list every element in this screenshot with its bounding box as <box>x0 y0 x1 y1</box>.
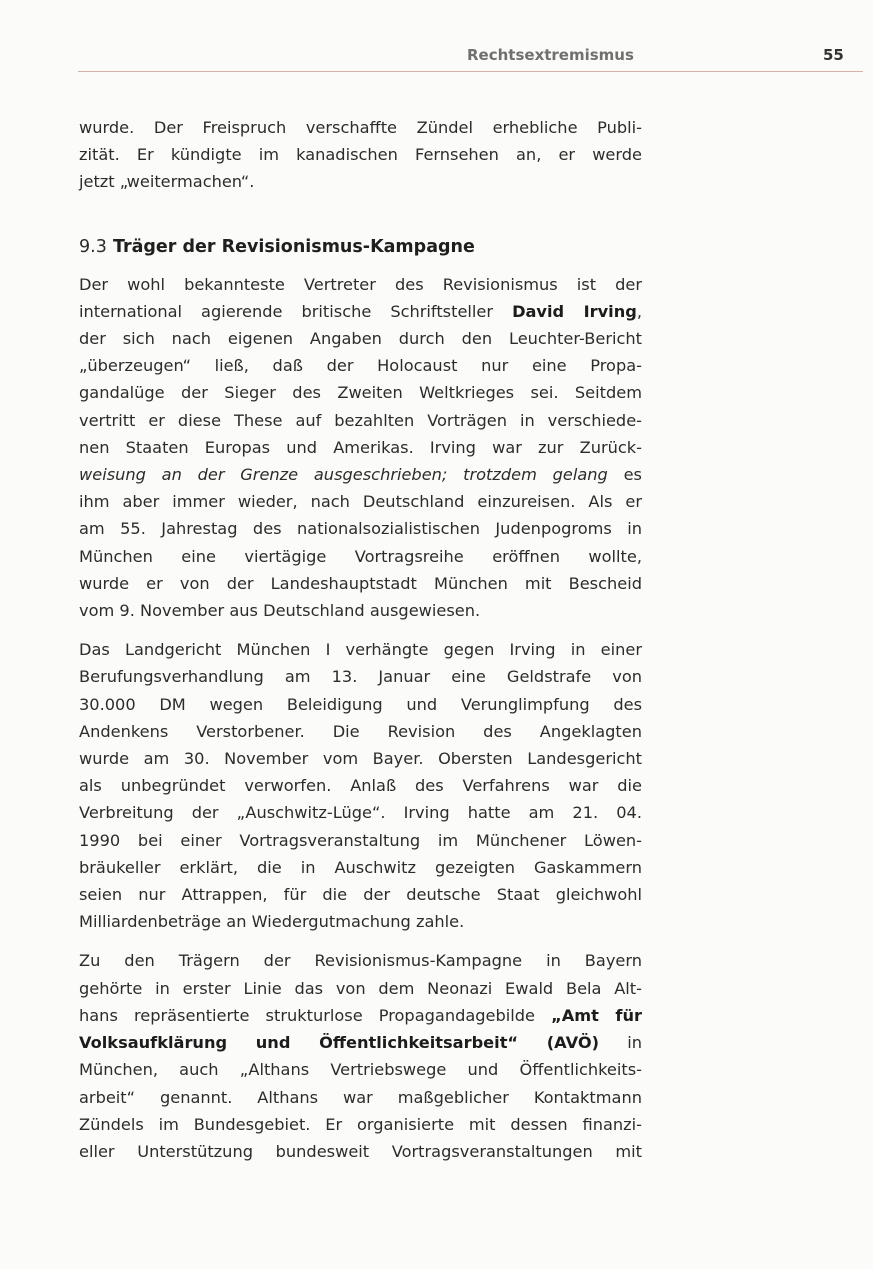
text-run: es <box>607 465 642 485</box>
text-run: in <box>599 1033 642 1053</box>
org-name-highlight: Volksaufklärung und Öffentlichkeitsarbeit“ (AVÖ) <box>79 1033 600 1053</box>
text-line: ihm aber immer wieder, nach Deutschland einzureisen. Als er <box>79 492 642 512</box>
page-number: 55 <box>823 46 844 64</box>
page-body <box>79 114 642 1165</box>
paragraph-4 <box>79 947 642 1165</box>
text-line <box>79 298 642 325</box>
section-title: Träger der Revisionismus-Kampagne <box>112 236 475 257</box>
text-line <box>79 1029 642 1056</box>
text-line: eller Unterstützung bundesweit Vortragsveranstaltungen mit <box>79 1141 642 1161</box>
text-line: der sich nach eigenen Angaben durch den Leuchter-Bericht <box>79 329 642 349</box>
text-line: München, auch „Althans Vertriebswege und Öffentlichkeits- <box>79 1060 642 1080</box>
text-line: 30.000 DM wegen Beleidigung und Verunglimpfung des <box>79 694 642 714</box>
text-line: am 55. Jahrestag des nationalsozialistischen Judenpogroms in <box>79 519 642 539</box>
paragraph-1 <box>79 114 642 196</box>
italic-run: weisung an der Grenze ausgeschrieben; trotzdem gelang <box>79 465 608 485</box>
text-line: Andenkens Verstorbener. Die Revision des Angeklagten <box>79 721 642 741</box>
text-line <box>79 461 642 488</box>
text-line: vom 9. November aus Deutschland ausgewiesen. <box>79 601 481 621</box>
text-line: gehörte in erster Linie das von dem Neonazi Ewald Bela Alt- <box>79 978 642 998</box>
paragraph-2 <box>79 271 642 625</box>
paragraph-3 <box>79 636 642 935</box>
text-line: Zu den Trägern der Revisionismus-Kampagne in Bayern <box>79 951 642 971</box>
section-heading <box>79 234 642 261</box>
header-title: Rechtsextremismus <box>467 46 634 64</box>
text-line: Der wohl bekannteste Vertreter des Revisionismus ist der <box>79 274 642 294</box>
text-line: bräukeller erklärt, die in Auschwitz gezeigten Gaskammern <box>79 857 642 877</box>
text-line: wurde er von der Landeshauptstadt München mit Bescheid <box>79 573 642 593</box>
text-line: arbeit“ genannt. Althans war maßgeblicher Kontaktmann <box>79 1087 642 1107</box>
text-line: als unbegründet verworfen. Anlaß des Verfahrens war die <box>79 776 642 796</box>
text-run: hans repräsentierte strukturlose Propagandagebilde <box>79 1005 552 1025</box>
paragraph-gap <box>79 624 642 636</box>
text-line: wurde am 30. November vom Bayer. Obersten Landesgericht <box>79 749 642 769</box>
org-name-highlight: „Amt für <box>551 1005 642 1025</box>
text-line: München eine viertägige Vortragsreihe eröffnen wollte, <box>79 546 642 566</box>
text-line: Zündels im Bundesgebiet. Er organisierte mit dessen finanzi- <box>79 1114 642 1134</box>
text-line: 1990 bei einer Vortragsveranstaltung im Münchener Löwen- <box>79 830 642 850</box>
name-highlight: David Irving <box>512 301 637 321</box>
running-header <box>78 44 863 70</box>
text-line <box>79 1002 642 1029</box>
text-line: „überzeugen“ ließ, daß der Holocaust nur eine Propa- <box>79 356 642 376</box>
text-line: wurde. Der Freispruch verschaffte Zündel erhebliche Publi- <box>79 118 642 137</box>
text-line: Berufungsverhandlung am 13. Januar eine Geldstrafe von <box>79 667 642 687</box>
header-rule <box>78 71 863 72</box>
text-run: , <box>636 301 642 321</box>
section-number: 9.3 <box>79 236 107 257</box>
text-line: Milliardenbeträge an Wiedergutmachung zahle. <box>79 912 465 932</box>
text-line: vertritt er diese These auf bezahlten Vorträgen in verschiede- <box>79 410 642 430</box>
text-line: seien nur Attrappen, für die der deutsche Staat gleichwohl <box>79 885 642 905</box>
text-line: Das Landgericht München I verhängte gegen Irving in einer <box>79 640 642 660</box>
text-line: Verbreitung der „Auschwitz-Lüge“. Irving hatte am 21. 04. <box>79 803 642 823</box>
text-line: jetzt „weitermachen“. <box>79 172 255 192</box>
text-run: international agierende britische Schriftsteller <box>79 301 513 321</box>
text-line: gandalüge der Sieger des Zweiten Weltkrieges sei. Seitdem <box>79 383 642 403</box>
paragraph-gap <box>79 935 642 947</box>
text-line: zität. Er kündigte im kanadischen Fernsehen an, er werde <box>79 145 642 165</box>
text-line: nen Staaten Europas und Amerikas. Irving war zur Zurück- <box>79 437 642 457</box>
